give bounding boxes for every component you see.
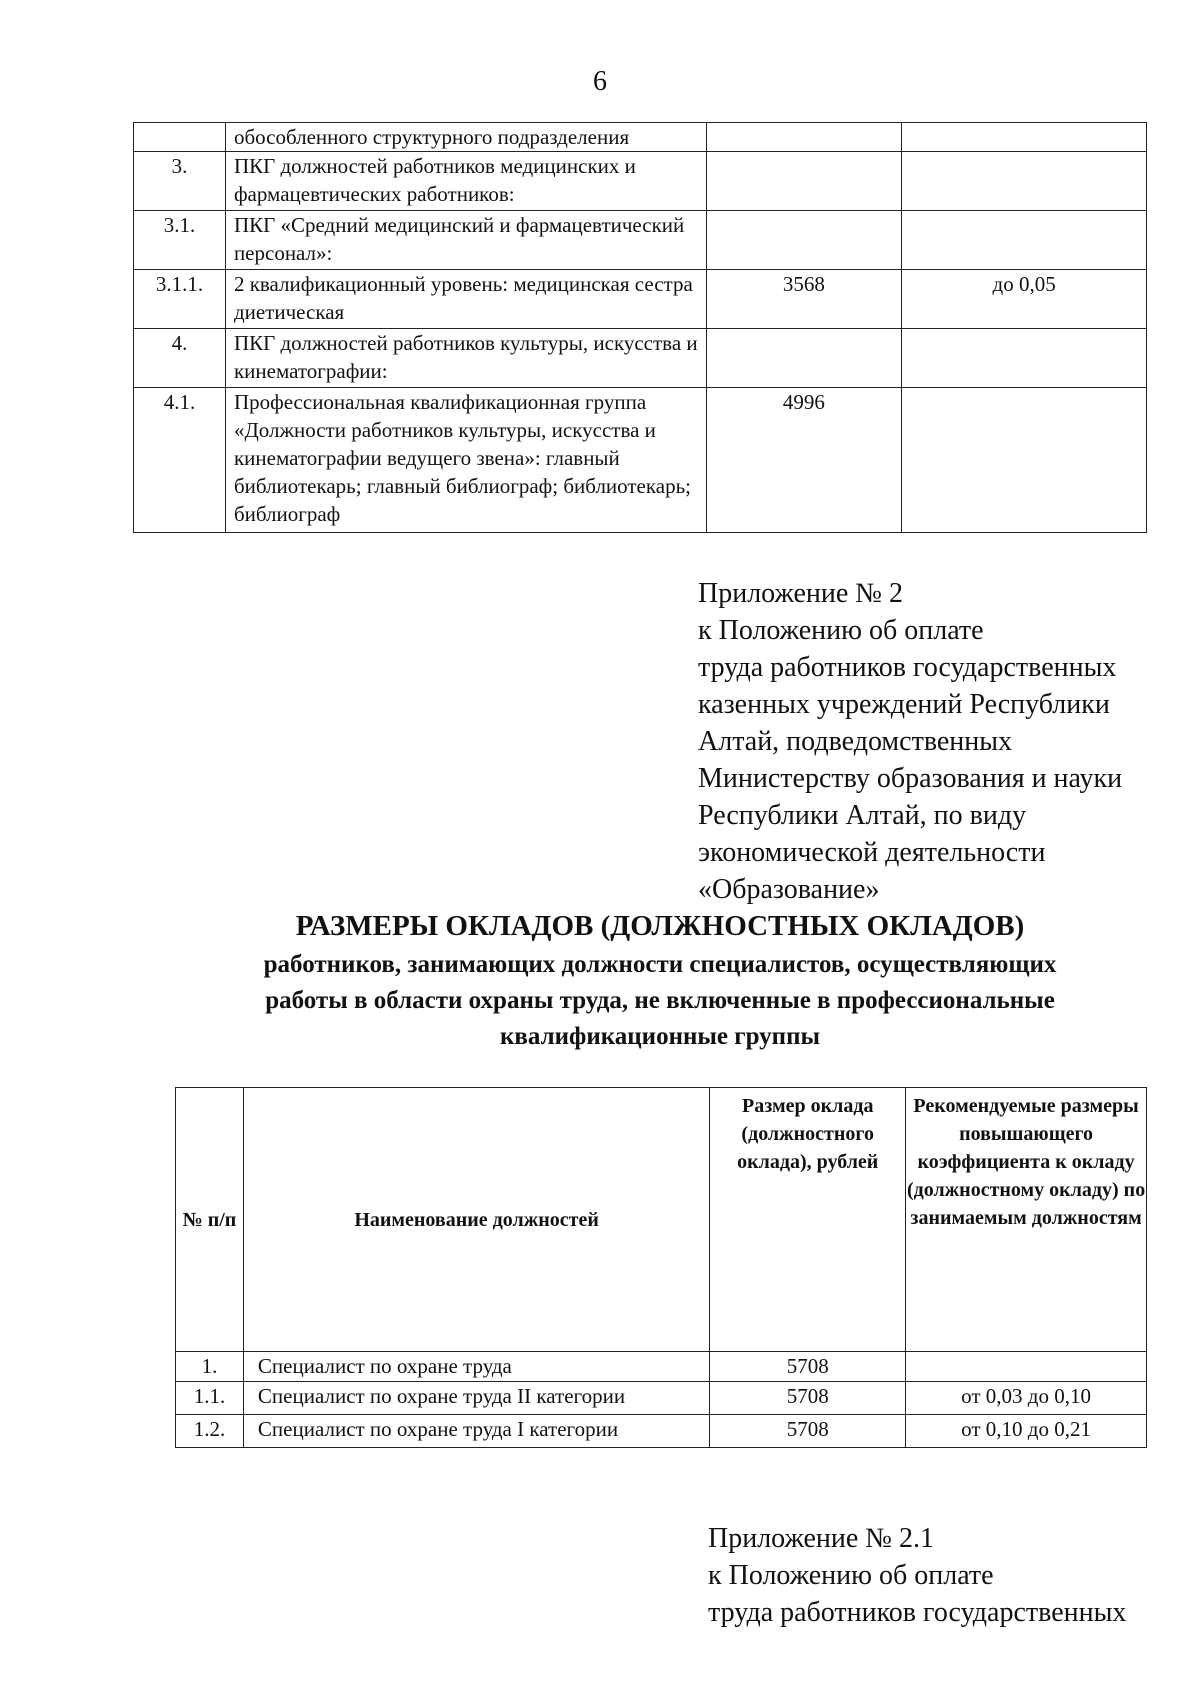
salary-table xyxy=(175,1087,1147,1448)
document-subtitle xyxy=(150,947,1170,1055)
coefficient-value: от 0,10 до 0,21 xyxy=(906,1415,1147,1448)
positions-table-continued xyxy=(133,122,1147,533)
page-number: 6 xyxy=(593,66,607,97)
table-row xyxy=(134,270,1147,329)
table-row xyxy=(134,211,1147,270)
table-row xyxy=(134,123,1147,152)
appendix-line: к Положению об оплате xyxy=(698,615,984,646)
coefficient-value xyxy=(906,1352,1147,1382)
table-row xyxy=(176,1415,1147,1448)
position-name: Специалист по охране труда xyxy=(243,1352,709,1382)
row-number: 1.1. xyxy=(176,1382,244,1415)
position-name: Специалист по охране труда II категории xyxy=(243,1382,709,1415)
appendix-line: Министерству образования и науки xyxy=(698,763,1123,794)
salary-value xyxy=(706,123,902,152)
position-name: обособленного структурного подразделения xyxy=(225,123,706,152)
position-name: ПКГ «Средний медицинский и фармацевтический персонал»: xyxy=(225,211,706,270)
appendix-2-note xyxy=(698,575,1168,908)
header-coefficient: Рекомендуемые размеры повышающего коэффициента к окладу (должностному окладу) по занимаемым должностям xyxy=(906,1088,1147,1352)
coefficient-value xyxy=(902,211,1147,270)
row-number: 1.2. xyxy=(176,1415,244,1448)
salary-value: 3568 xyxy=(706,270,902,329)
salary-value xyxy=(706,152,902,211)
salary-value xyxy=(706,211,902,270)
appendix-line: труда работников государственных xyxy=(698,652,1117,683)
appendix-line: Приложение № 2 xyxy=(698,578,903,609)
coefficient-value xyxy=(902,152,1147,211)
salary-value: 5708 xyxy=(710,1382,906,1415)
subtitle-line: квалификационные группы xyxy=(499,1023,821,1050)
row-number: 4. xyxy=(134,329,226,388)
table-row xyxy=(176,1352,1147,1382)
header-number: № п/п xyxy=(176,1088,244,1352)
header-salary: Размер оклада (должностного оклада), рублей xyxy=(710,1088,906,1352)
appendix-line: экономической деятельности xyxy=(698,837,1046,868)
position-name: 2 квалификационный уровень: медицинская сестра диетическая xyxy=(225,270,706,329)
row-number: 1. xyxy=(176,1352,244,1382)
coefficient-value: от 0,03 до 0,10 xyxy=(906,1382,1147,1415)
coefficient-value: до 0,05 xyxy=(902,270,1147,329)
appendix-line: казенных учреждений Республики xyxy=(698,689,1110,720)
table-row xyxy=(176,1382,1147,1415)
row-number: 4.1. xyxy=(134,388,226,533)
appendix-line: труда работников государственных xyxy=(708,1597,1127,1628)
subtitle-line: работников, занимающих должности специалистов, осуществляющих xyxy=(263,951,1057,978)
header-position-name: Наименование должностей xyxy=(243,1088,709,1352)
row-number xyxy=(134,123,226,152)
table-row xyxy=(134,329,1147,388)
table-row xyxy=(134,388,1147,533)
salary-value: 5708 xyxy=(710,1415,906,1448)
row-number: 3.1. xyxy=(134,211,226,270)
coefficient-value xyxy=(902,388,1147,533)
appendix-2-1-note xyxy=(708,1520,1178,1631)
position-name: Профессиональная квалификационная группа «Должности работников культуры, искусства и кинематографии ведущего звена»: главный библиотекарь; главный библиограф; библиотекарь; библиограф xyxy=(225,388,706,533)
table-header-row xyxy=(176,1088,1147,1352)
position-name: ПКГ должностей работников медицинских и фармацевтических работников: xyxy=(225,152,706,211)
row-number: 3. xyxy=(134,152,226,211)
salary-value: 4996 xyxy=(706,388,902,533)
document-title: РАЗМЕРЫ ОКЛАДОВ (ДОЛЖНОСТНЫХ ОКЛАДОВ) xyxy=(295,910,1025,942)
appendix-line: к Положению об оплате xyxy=(708,1560,994,1591)
subtitle-line: работы в области охраны труда, не включенные в профессиональные xyxy=(265,987,1055,1014)
coefficient-value xyxy=(902,123,1147,152)
position-name: Специалист по охране труда I категории xyxy=(243,1415,709,1448)
appendix-line: Республики Алтай, по виду xyxy=(698,800,1027,831)
coefficient-value xyxy=(902,329,1147,388)
salary-value xyxy=(706,329,902,388)
salary-value: 5708 xyxy=(710,1352,906,1382)
appendix-line: Алтай, подведомственных xyxy=(698,726,1013,757)
table-row xyxy=(134,152,1147,211)
appendix-line: Приложение № 2.1 xyxy=(708,1523,934,1554)
appendix-line: «Образование» xyxy=(698,874,880,905)
position-name: ПКГ должностей работников культуры, искусства и кинематографии: xyxy=(225,329,706,388)
row-number: 3.1.1. xyxy=(134,270,226,329)
